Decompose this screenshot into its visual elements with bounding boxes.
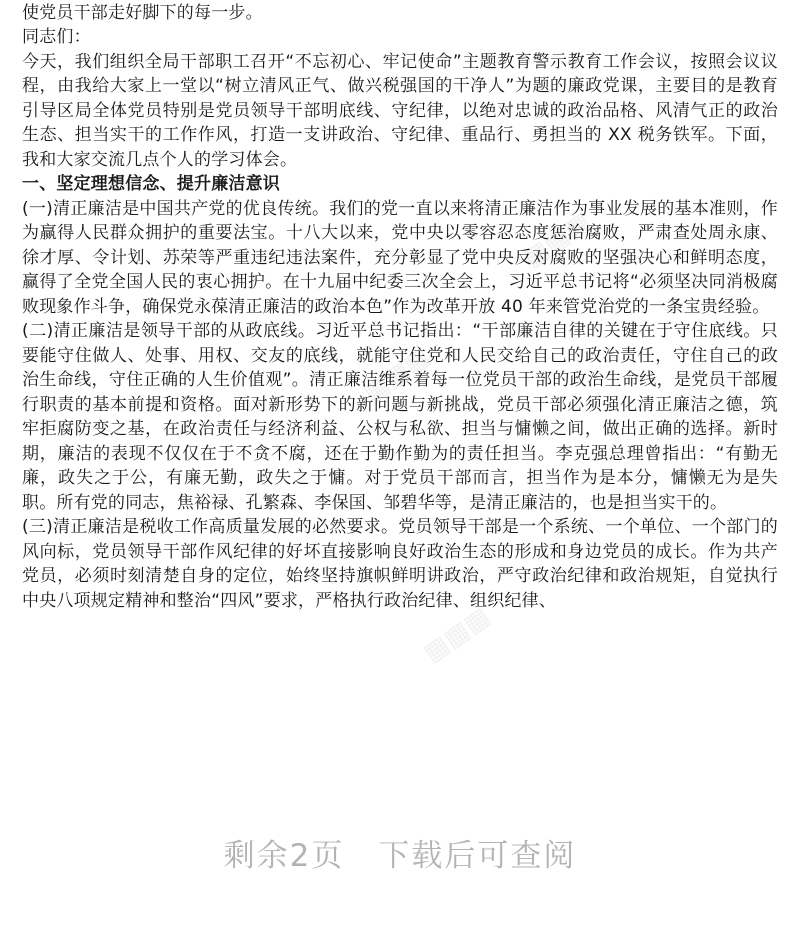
paragraph-1: 使党员干部走好脚下的每一步。 [22, 2, 263, 23]
paragraph-point-2: (二)清正廉洁是领导干部的从政底线。习近平总书记指出：“干部廉洁自律的关键在于守住底线。只要能守住做人、处事、用权、交友的底线，就能守住党和人民交给自己的政治责任，守住自己的政治生命线，守住正确的人生价值观”。清正廉洁维系着每一位党员干部的政治生命线，是党员干部履行职责的基本前提和资格。面对新形势下的新问题与新挑战，党员干部必须强化清正廉洁之德，筑牢拒腐防变之基，在政治责任与经济利益、公权与私欲、担当与慵懒之间，做出正确的选择。新时期，廉洁的表现不仅仅在于不贪不腐，还在于勤作勤为的责任担当。李克强总理曾指出：“有勤无廉，政失之于公，有廉无勤，政失之于慵。对于党员干部而言，担当作为是本分，慵懒无为是失职。所有党的同志，焦裕禄、孔繁森、李保国、邹碧华等，是清正廉洁的，也是担当实干的。 [22, 321, 778, 513]
watermark-mark: ▦▦▦ [358, 341, 436, 409]
watermark-mark: ▦▦▦ [518, 206, 596, 274]
section-heading-1: 一、坚定理想信念、提升廉洁意识 [22, 174, 280, 194]
paragraph-intro: 今天，我们组织全局干部职工召开“不忘初心、牢记使命”主题教育警示教育工作会议，按照会议议程，由我给大家上一堂以“树立清风正气、做兴税强国的干净人”为题的廉政党课，主要目的是教育引导区局全体党员特别是党员领导干部明底线、守纪律，以绝对忠诚的政治品格、风清气正的政治生态、担当实干的工作作风，打造一支讲政治、守纪律、重品行、勇担当的 XX 税务铁军。下面，我和大家交流几点个人的学习体会。 [22, 51, 778, 170]
download-to-view-label: 下载后可查阅 [378, 838, 577, 874]
paragraph-point-3: (三)清正廉洁是税收工作高质量发展的必然要求。党员领导干部是一个系统、一个单位、一个部门的风向标，党员领导干部作风纪律的好坏直接影响良好政治生态的形成和身边党员的成长。作为共产党员，必须时刻清楚自身的定位，始终坚持旗帜鲜明讲政治，严守政治纪律和政治规矩，自觉执行中央八项规定精神和整治“四风”要求，严格执行政治纪律、组织纪律、 [22, 517, 778, 611]
download-prompt[interactable] [0, 830, 800, 875]
document-body [22, 0, 778, 780]
watermark-mark: ▦▦▦ [418, 601, 496, 669]
paragraph-salutation: 同志们： [22, 27, 91, 47]
paragraph-point-1: (一)清正廉洁是中国共产党的优良传统。我们的党一直以来将清正廉洁作为事业发展的基本准则，作为赢得人民群众拥护的重要法宝。十八大以来，党中央以零容忍态度惩治腐败，严肃查处周永康、徐才厚、令计划、苏荣等严重违纪违法案件，充分彰显了党中央反对腐败的坚强决心和鲜明态度，赢得了全党全国人民的衷心拥护。在十九届中纪委三次全会上，习近平总书记将“必须坚决同消极腐败现象作斗争，确保党永葆清正廉洁的政治本色”作为改革开放 40 年来管党治党的一条宝贵经验。 [22, 198, 778, 317]
remaining-pages-label: 剩余2页 [223, 838, 345, 874]
document-content [22, 0, 778, 613]
